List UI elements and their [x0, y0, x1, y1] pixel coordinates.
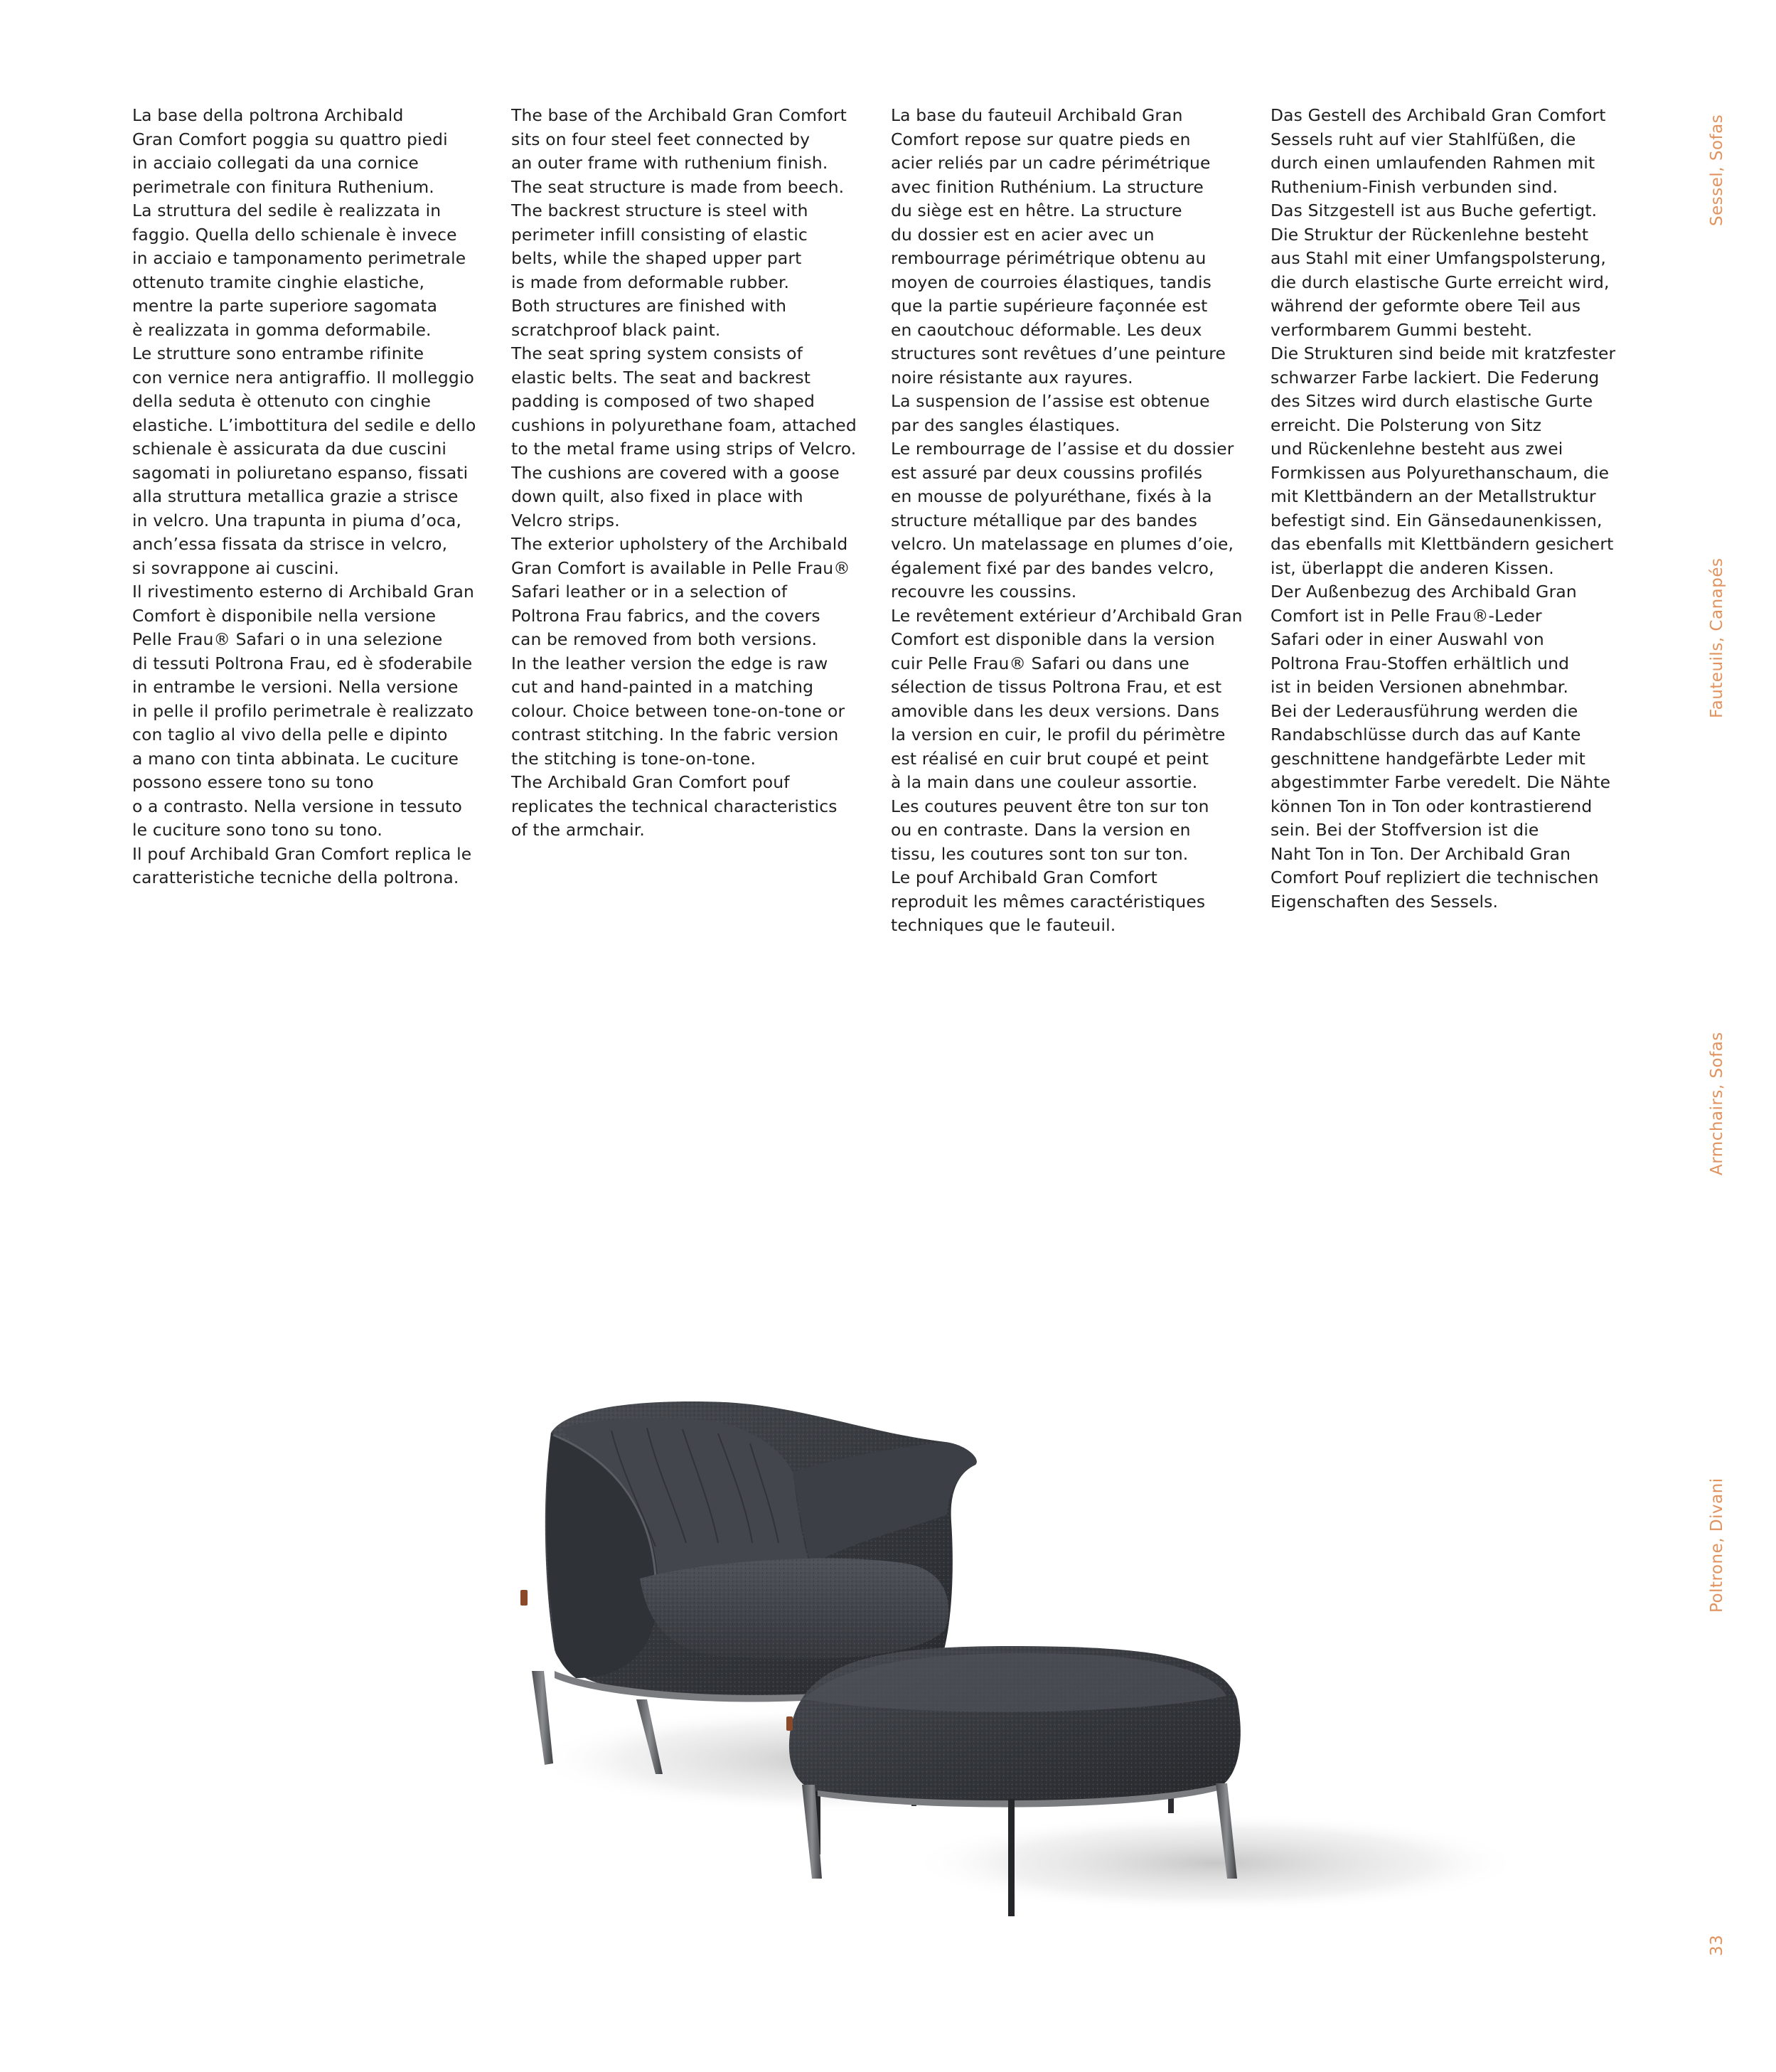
text-line: Comfort est disponible dans la version [891, 629, 1215, 649]
text-line: in pelle il profilo perimetrale è realizzato [132, 700, 474, 721]
text-line: sagomati in poliuretano espanso, fissati [132, 462, 469, 483]
text-line: que la partie supérieure façonnée est [891, 296, 1208, 316]
text-line: The seat spring system consists of [511, 343, 803, 363]
text-line: recouvre les coussins. [891, 582, 1077, 602]
text-line: Die Struktur der Rückenlehne besteht [1271, 224, 1589, 245]
text-column-french [891, 104, 1246, 938]
text-line: cushions in polyurethane foam, attached [511, 415, 857, 435]
text-line: verformbarem Gummi besteht. [1271, 319, 1533, 340]
text-line: des Sitzes wird durch elastische Gurte [1271, 391, 1593, 411]
text-line: Die Strukturen sind beide mit kratzfester [1271, 343, 1616, 363]
text-line: und Rückenlehne besteht aus zwei [1271, 439, 1563, 459]
side-label-text: Sessel, Sofas [1708, 114, 1726, 226]
pouf-leather-tab [786, 1716, 793, 1731]
text-line: schwarzer Farbe lackiert. Die Federung [1271, 367, 1600, 388]
text-line: techniques que le fauteuil. [891, 915, 1116, 935]
text-line: können Ton in Ton oder kontrastierend [1271, 796, 1593, 816]
text-line: aus Stahl mit einer Umfangspolsterung, [1271, 248, 1606, 268]
text-line: elastiche. L’imbottitura del sedile e dello [132, 415, 476, 435]
text-line: das ebenfalls mit Klettbändern gesichert [1271, 534, 1614, 554]
text-line: della seduta è ottenuto con cinghie [132, 391, 432, 411]
text-line: en caoutchouc déformable. Les deux [891, 319, 1202, 340]
text-line: le cuciture sono tono su tono. [132, 820, 383, 840]
side-label-text: Fauteuils, Canapés [1708, 557, 1726, 718]
text-line: Safari oder in einer Auswahl von [1271, 629, 1544, 649]
text-line: Formkissen aus Polyurethanschaum, die [1271, 462, 1610, 483]
text-line: Naht Ton in Ton. Der Archibald Gran [1271, 843, 1571, 864]
text-line: colour. Choice between tone-on-tone or [511, 700, 845, 721]
text-line: structures sont revêtues d’une peinture [891, 343, 1226, 363]
text-line: alla struttura metallica grazie a strisce [132, 486, 459, 506]
text-line: Sessels ruht auf vier Stahlfüßen, die [1271, 129, 1576, 149]
armchair-seat-texture [640, 1559, 948, 1660]
side-label-text: Armchairs, Sofas [1708, 1032, 1726, 1175]
text-line: La base du fauteuil Archibald Gran [891, 105, 1183, 125]
text-line: The backrest structure is steel with [511, 201, 808, 220]
text-line: si sovrappone ai cuscini. [132, 557, 340, 578]
text-line: Both structures are finished with [511, 296, 787, 316]
text-line: Ruthenium-Finish verbunden sind. [1271, 176, 1558, 197]
text-line: mentre la parte superiore sagomata [132, 296, 438, 316]
text-line: Poltrona Frau-Stoffen erhältlich und [1271, 653, 1570, 673]
text-line: Le revêtement extérieur d’Archibald Gran [891, 605, 1243, 626]
text-line: acier reliés par un cadre périmétrique [891, 153, 1211, 173]
text-line: structure métallique par des bandes [891, 510, 1198, 530]
text-line: ist, überlappt die anderen Kissen. [1271, 557, 1554, 578]
text-column-italian [132, 104, 488, 890]
text-line: The seat structure is made from beech. [511, 176, 845, 197]
text-line: est assuré par deux coussins profilés [891, 462, 1203, 483]
text-line: Poltrona Frau fabrics, and the covers [511, 605, 820, 626]
text-line: caratteristiche tecniche della poltrona. [132, 867, 459, 887]
text-line: également fixé par des bandes velcro, [891, 557, 1214, 578]
text-line: The cushions are covered with a goose [511, 462, 840, 483]
text-line: sélection de tissus Poltrona Frau, et est [891, 677, 1222, 697]
text-line: Comfort repose sur quatre pieds en [891, 129, 1191, 149]
text-line: Comfort ist in Pelle Frau®-Leder [1271, 605, 1542, 626]
text-line: die durch elastische Gurte erreicht wird, [1271, 272, 1610, 292]
text-line: à la main dans une couleur assortie. [891, 772, 1198, 792]
text-line: an outer frame with ruthenium finish. [511, 153, 828, 173]
text-line: di tessuti Poltrona Frau, ed è sfoderabile [132, 653, 473, 673]
text-column-german [1271, 104, 1626, 914]
text-line: in acciaio collegati da una cornice [132, 153, 419, 173]
text-line: Randabschlüsse durch das auf Kante [1271, 725, 1581, 744]
text-line: abgestimmter Farbe veredelt. Die Nähte [1271, 772, 1611, 792]
text-line: Eigenschaften des Sessels. [1271, 891, 1499, 912]
text-line: est réalisé en cuir brut coupé et peint [891, 748, 1209, 769]
text-line: con taglio al vivo della pelle e dipinto [132, 725, 448, 744]
text-line: Le pouf Archibald Gran Comfort [891, 867, 1157, 887]
text-line: moyen de courroies élastiques, tandis [891, 272, 1211, 292]
text-line: in velcro. Una trapunta in piuma d’oca, [132, 510, 462, 530]
text-column-english [511, 104, 867, 843]
text-line: reproduit les mêmes caractéristiques [891, 891, 1206, 912]
text-line: La struttura del sedile è realizzata in [132, 201, 442, 220]
text-line: in entrambe le versioni. Nella versione [132, 677, 459, 697]
text-line: perimeter infill consisting of elastic [511, 224, 808, 245]
text-line: en mousse de polyuréthane, fixés à la [891, 486, 1212, 506]
text-line: scratchproof black paint. [511, 319, 721, 340]
text-line: Le strutture sono entrambe rifinite [132, 343, 424, 363]
text-line: replicates the technical characteristics [511, 796, 838, 816]
text-line: to the metal frame using strips of Velcro. [511, 439, 857, 459]
text-line: ist in beiden Versionen abnehmbar. [1271, 677, 1569, 697]
text-line: Gran Comfort is available in Pelle Frau® [511, 557, 850, 578]
text-line: geschnittene handgefärbte Leder mit [1271, 748, 1585, 769]
text-line: durch einen umlaufenden Rahmen mit [1271, 153, 1595, 173]
armchair-and-pouf-photo [469, 1365, 1607, 1934]
text-line: sits on four steel feet connected by [511, 129, 811, 149]
text-line: Der Außenbezug des Archibald Gran [1271, 582, 1577, 602]
text-line: ou en contraste. Dans la version en [891, 820, 1191, 840]
text-line: of the armchair. [511, 820, 645, 840]
page-number-text: 33 [1708, 1934, 1726, 1956]
text-line: cut and hand-painted in a matching [511, 677, 814, 697]
text-line: anch’essa fissata da strisce in velcro, [132, 534, 448, 554]
text-line: Il rivestimento esterno di Archibald Gran [132, 582, 474, 602]
text-line: du siège est en hêtre. La structure [891, 201, 1182, 220]
text-line: La base della poltrona Archibald [132, 105, 404, 125]
text-line: du dossier est en acier avec un [891, 224, 1155, 245]
text-line: Comfort è disponibile nella versione [132, 605, 437, 626]
text-line: con vernice nera antigraffio. Il molleggio [132, 367, 474, 388]
text-line: schienale è assicurata da due cuscini [132, 439, 447, 459]
pouf-leg-front-right [1008, 1799, 1015, 1916]
text-line: è realizzata in gomma deformabile. [132, 319, 432, 340]
text-line: erreicht. Die Polsterung von Sitz [1271, 415, 1542, 435]
text-line: tissu, les coutures sont ton sur ton. [891, 843, 1189, 864]
text-line: In the leather version the edge is raw [511, 653, 828, 673]
text-line: Bei der Lederausführung werden die [1271, 700, 1578, 721]
text-line: Gran Comfort poggia su quattro piedi [132, 129, 448, 149]
text-line: padding is composed of two shaped [511, 391, 815, 411]
text-line: in acciaio e tamponamento perimetrale [132, 248, 466, 268]
text-line: can be removed from both versions. [511, 629, 818, 649]
text-line: befestigt sind. Ein Gänsedaunenkissen, [1271, 510, 1603, 530]
text-line: noire résistante aux rayures. [891, 367, 1133, 388]
text-line: amovible dans les deux versions. Dans [891, 700, 1220, 721]
text-line: faggio. Quella dello schienale è invece [132, 224, 457, 245]
text-line: possono essere tono su tono [132, 772, 374, 792]
text-line: Le rembourrage de l’assise et du dossier [891, 439, 1234, 459]
text-line: elastic belts. The seat and backrest [511, 367, 811, 388]
side-label-text: Poltrone, Divani [1708, 1478, 1726, 1613]
text-line: La suspension de l’assise est obtenue [891, 391, 1210, 411]
text-line: velcro. Un matelassage en plumes d’oie, [891, 534, 1234, 554]
text-line: contrast stitching. In the fabric version [511, 725, 839, 744]
text-line: par des sangles élastiques. [891, 415, 1120, 435]
text-line: Comfort Pouf repliziert die technischen [1271, 867, 1599, 887]
text-line: perimetrale con finitura Ruthenium. [132, 176, 434, 197]
text-line: Das Sitzgestell ist aus Buche gefertigt. [1271, 201, 1598, 220]
text-line: mit Klettbändern an der Metallstruktur [1271, 486, 1596, 506]
text-line: sein. Bei der Stoffversion ist die [1271, 820, 1539, 840]
text-line: The Archibald Gran Comfort pouf [511, 772, 790, 792]
text-line: Velcro strips. [511, 510, 620, 530]
armchair-leather-tab [520, 1590, 528, 1606]
text-line: Il pouf Archibald Gran Comfort replica le [132, 843, 472, 864]
text-line: la version en cuir, le profil du périmètre [891, 725, 1226, 744]
text-line: The exterior upholstery of the Archibald [511, 534, 848, 554]
text-line: o a contrasto. Nella versione in tessuto [132, 796, 462, 816]
pouf-shadow [910, 1813, 1521, 1913]
text-line: Das Gestell des Archibald Gran Comfort [1271, 105, 1606, 125]
text-line: a mano con tinta abbinata. Le cuciture [132, 748, 459, 769]
text-line: down quilt, also fixed in place with [511, 486, 803, 506]
text-line: rembourrage périmétrique obtenu au [891, 248, 1207, 268]
text-line: cuir Pelle Frau® Safari ou dans une [891, 653, 1189, 673]
text-line: The base of the Archibald Gran Comfort [511, 105, 847, 125]
text-line: the stitching is tone-on-tone. [511, 748, 756, 769]
text-line: während der geformte obere Teil aus [1271, 296, 1581, 316]
text-line: belts, while the shaped upper part [511, 248, 802, 268]
text-line: ottenuto tramite cinghie elastiche, [132, 272, 425, 292]
text-line: is made from deformable rubber. [511, 272, 790, 292]
text-line: avec finition Ruthénium. La structure [891, 176, 1204, 197]
text-line: Les coutures peuvent être ton sur ton [891, 796, 1209, 816]
text-line: Pelle Frau® Safari o in una selezione [132, 629, 443, 649]
text-line: Safari leather or in a selection of [511, 582, 788, 602]
